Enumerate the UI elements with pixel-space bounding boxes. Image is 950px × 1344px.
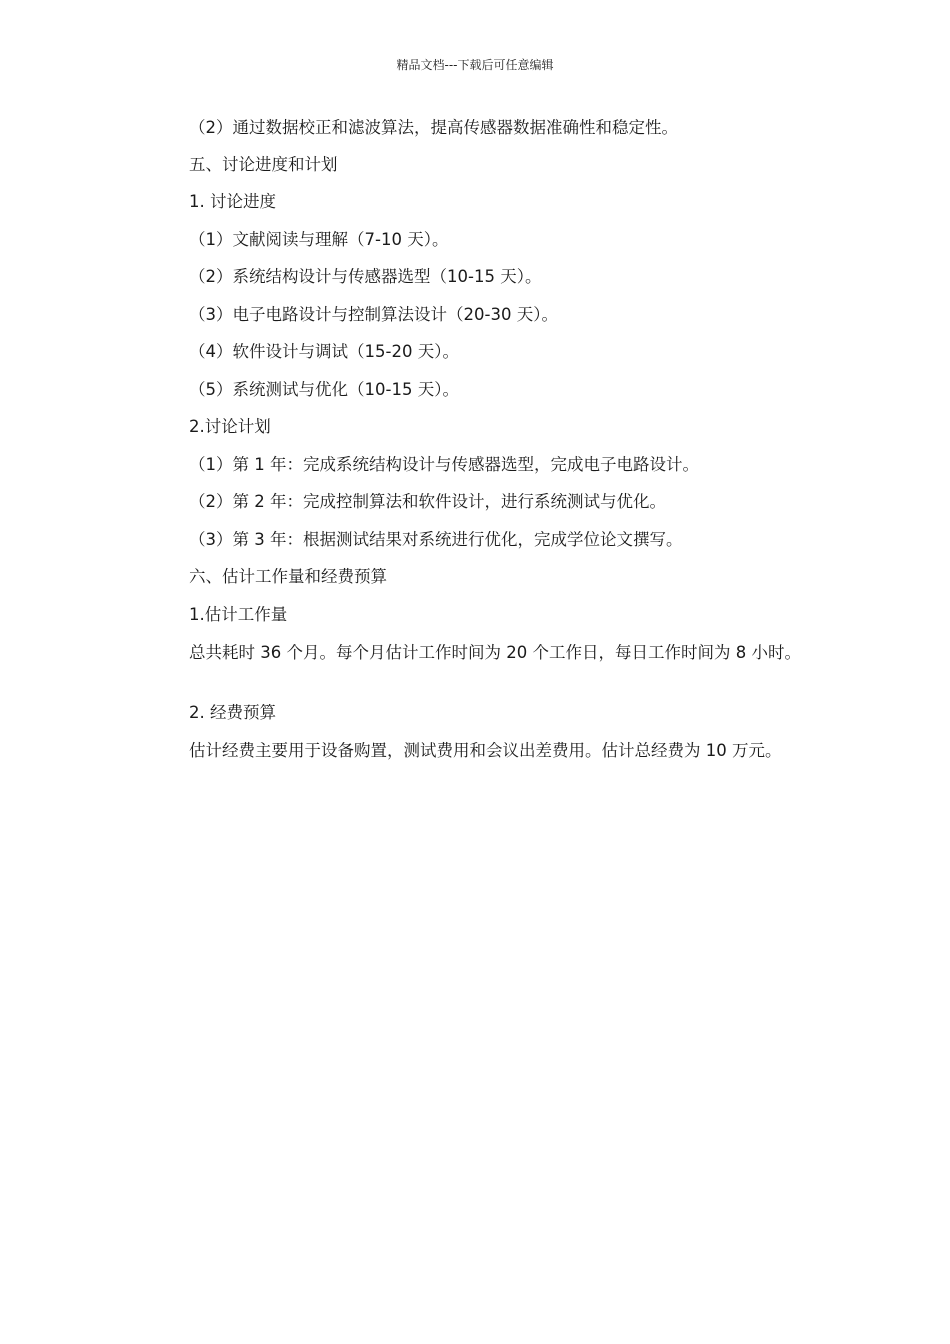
list-item: （1）文献阅读与理解（7-10 天）。 bbox=[189, 230, 449, 249]
list-item: （1）第 1 年：完成系统结构设计与传感器选型，完成电子电路设计。 bbox=[189, 455, 699, 474]
list-item: （2）通过数据校正和滤波算法，提高传感器数据准确性和稳定性。 bbox=[189, 118, 678, 137]
list-item: （2）系统结构设计与传感器选型（10-15 天）。 bbox=[189, 267, 542, 286]
paragraph: 总共耗时 36 个月。每个月估计工作时间为 20 个工作日，每日工作时间为 8 小时。 bbox=[189, 643, 801, 662]
list-item: （2）第 2 年：完成控制算法和软件设计，进行系统测试与优化。 bbox=[189, 492, 666, 511]
subsection-heading: 2. 经费预算 bbox=[189, 703, 276, 722]
list-item: （3）第 3 年：根据测试结果对系统进行优化，完成学位论文撰写。 bbox=[189, 530, 683, 549]
subsection-heading: 1. 讨论进度 bbox=[189, 192, 276, 211]
page-header: 精品文档---下载后可任意编辑 bbox=[396, 58, 554, 72]
paragraph: 估计经费主要用于设备购置，测试费用和会议出差费用。估计总经费为 10 万元。 bbox=[189, 741, 782, 760]
subsection-heading: 2.讨论计划 bbox=[189, 417, 271, 436]
list-item: （4）软件设计与调试（15-20 天）。 bbox=[189, 342, 459, 361]
list-item: （5）系统测试与优化（10-15 天）。 bbox=[189, 380, 459, 399]
section-heading: 五、讨论进度和计划 bbox=[189, 155, 338, 174]
section-heading: 六、估计工作量和经费预算 bbox=[189, 567, 387, 586]
subsection-heading: 1.估计工作量 bbox=[189, 605, 288, 624]
list-item: （3）电子电路设计与控制算法设计（20-30 天）。 bbox=[189, 305, 558, 324]
